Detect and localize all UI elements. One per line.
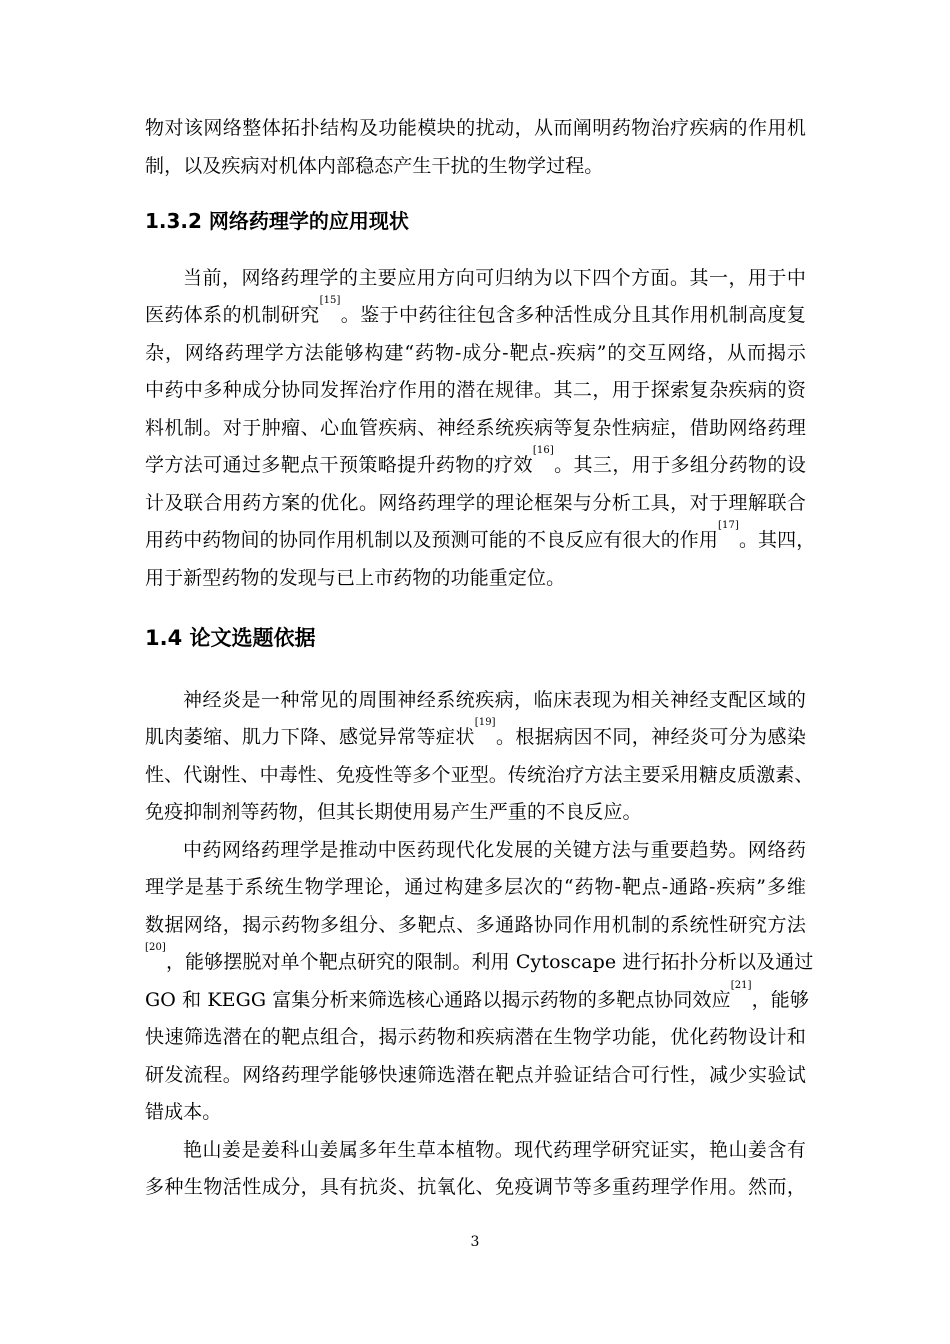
- text-line: 错成本。: [145, 1101, 222, 1123]
- text-line: 性、代谢性、中毒性、免疫性等多个亚型。传统治疗方法主要采用糖皮质激素、: [145, 764, 814, 786]
- text-line: 料机制。对于肿瘤、心血管疾病、神经系统疾病等复杂性病症，借助网络药理: [145, 417, 806, 439]
- text-line: 肌肉萎缩、肌力下降、感觉异常等症状[19]。根据病因不同，神经炎可分为感染: [145, 717, 807, 748]
- text-line: 数据网络，揭示药物多组分、多靶点、多通路协同作用机制的系统性研究方法: [145, 914, 806, 936]
- citation-ref[interactable]: [20]: [145, 942, 166, 953]
- text-line: 神经炎是一种常见的周围神经系统疾病，临床表现为相关神经支配区域的: [183, 689, 806, 711]
- citation-ref[interactable]: [17]: [718, 520, 739, 531]
- text-line: 艳山姜是姜科山姜属多年生草本植物。现代药理学研究证实，艳山姜含有: [183, 1139, 806, 1161]
- text-line: 学方法可通过多靶点干预策略提升药物的疗效[16]。其三，用于多组分药物的设: [145, 445, 806, 476]
- citation-ref[interactable]: [19]: [474, 717, 496, 728]
- text-line: 多种生物活性成分，具有抗炎、抗氧化、免疫调节等多重药理学作用。然而，: [145, 1176, 806, 1198]
- text-line: 制，以及疾病对机体内部稳态产生干扰的生物学过程。: [145, 155, 604, 177]
- text-line: 中药网络药理学是推动中医药现代化发展的关键方法与重要趋势。网络药: [183, 839, 806, 861]
- text-line: 理学是基于系统生物学理论，通过构建多层次的“药物-靶点-通路-疾病”多维: [145, 876, 806, 898]
- section-heading-1-3-2: 1.3.2 网络药理学的应用现状: [145, 209, 409, 233]
- text-line: 中药中多种成分协同发挥治疗作用的潜在规律。其二，用于探索复杂疾病的资: [145, 379, 806, 401]
- text-line: 物对该网络整体拓扑结构及功能模块的扰动，从而阐明药物治疗疾病的作用机: [145, 117, 806, 139]
- text-line: 免疫抑制剂等药物，但其长期使用易产生严重的不良反应。: [145, 801, 642, 823]
- text-line: 快速筛选潜在的靶点组合，揭示药物和疾病潜在生物学功能，优化药物设计和: [145, 1026, 806, 1048]
- text-line: 用药中药物间的协同作用机制以及预测可能的不良反应有很大的作用[17]。其四，: [145, 520, 816, 551]
- text-line: 杂，网络药理学方法能够构建“药物-成分-靶点-疾病”的交互网络，从而揭示: [145, 342, 806, 364]
- text-line: [20]，能够摆脱对单个靶点研究的限制。利用 Cytoscape 进行拓扑分析以及通过: [145, 942, 814, 973]
- text-line: 用于新型药物的发现与已上市药物的功能重定位。: [145, 567, 566, 589]
- text-line: 医药体系的机制研究[15]。鉴于中药往往包含多种活性成分且其作用机制高度复: [145, 295, 806, 326]
- text-line: 计及联合用药方案的优化。网络药理学的理论框架与分析工具，对于理解联合: [145, 492, 806, 514]
- text-line: GO 和 KEGG 富集分析来筛选核心通路以揭示药物的多靶点协同效应[21]，能够: [145, 980, 809, 1011]
- section-heading-1-4: 1.4 论文选题依据: [145, 626, 316, 650]
- citation-ref[interactable]: [15]: [319, 295, 341, 306]
- citation-ref[interactable]: [16]: [532, 445, 554, 456]
- text-line: 研发流程。网络药理学能够快速筛选潜在靶点并验证结合可行性，减少实验试: [145, 1064, 806, 1086]
- citation-ref[interactable]: [21]: [730, 980, 752, 991]
- page-number: 3: [470, 1234, 480, 1250]
- text-line: 当前，网络药理学的主要应用方向可归纳为以下四个方面。其一，用于中: [183, 267, 806, 289]
